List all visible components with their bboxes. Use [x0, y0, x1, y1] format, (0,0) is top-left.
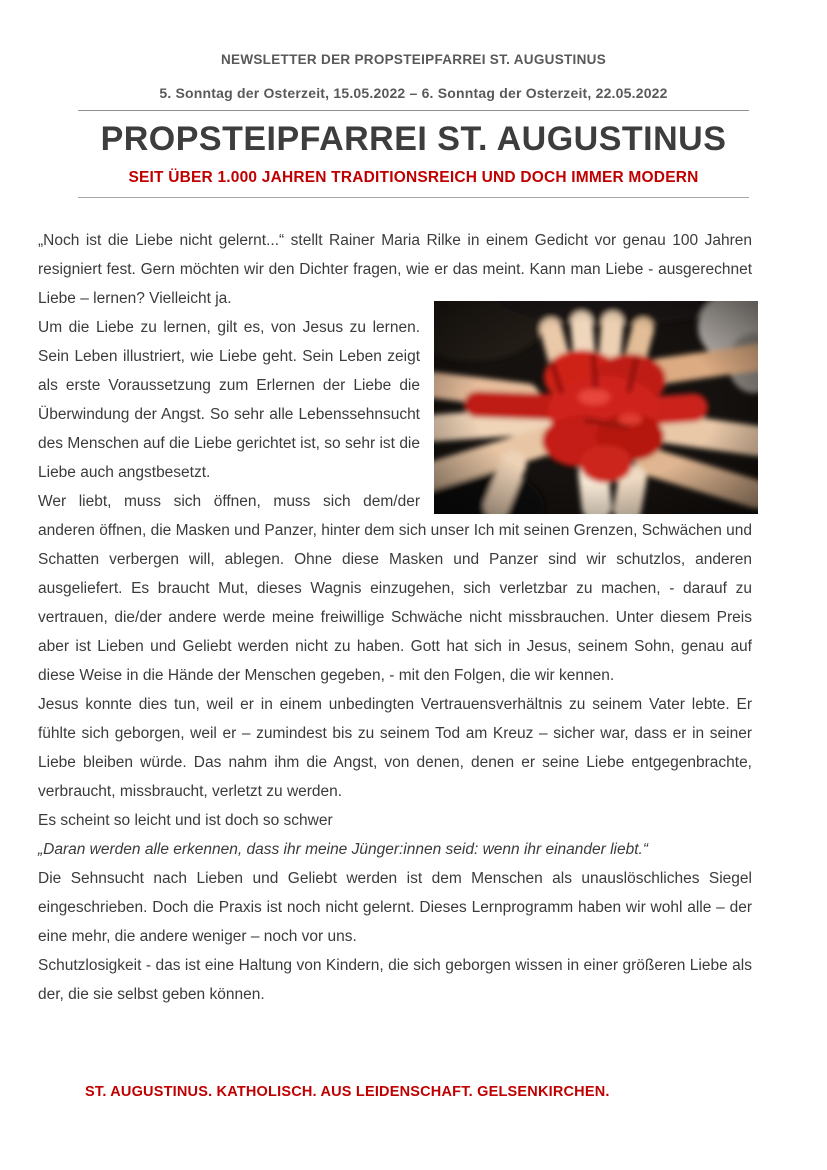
- footer-slogan: ST. AUGUSTINUS. KATHOLISCH. AUS LEIDENSCHAFT. GELSENKIRCHEN.: [85, 1084, 610, 1100]
- paragraph-masken-panzer: Wer liebt, muss sich öffnen, muss sich dem/der anderen öffnen, die Masken und Panzer, hinter dem sich unser Ich mit seinen Grenzen, Schwächen und Schatten verbergen will, ablegen. Ohne diese Masken und Panzer sind wir schutzlos, anderen ausgeliefert. Es braucht Mut, dieses Wagnis einzugehen, sich verletzbar zu machen, - darauf zu vertrauen, die/der andere werde meine freiwillige Schwäche nicht missbrauchen. Unter diesem Preis aber ist Lieben und Geliebt werden nicht zu haben. Gott hat sich in Jesus, seinem Sohn, genau auf diese Weise in die Hände der Menschen gegeben, - mit den Folgen, die wir kennen.: [38, 493, 753, 684]
- masthead: [0, 120, 827, 187]
- page-footer: [85, 1084, 610, 1100]
- paragraph-sehnsucht: Die Sehnsucht nach Lieben und Geliebt werden ist dem Menschen als unauslöschliches Siegel eingeschrieben. Doch die Praxis ist noch nicht gelernt. Dieses Lernprogramm haben wir wohl alle – der eine mehr, die andere weniger – noch vor uns.: [38, 870, 752, 945]
- newsletter-kicker: NEWSLETTER DER PROPSTEIPFARREI ST. AUGUSTINUS: [220, 52, 607, 67]
- paragraph-leicht-schwer: Es scheint so leicht und ist doch so schwer: [38, 812, 333, 829]
- paragraph-rilke: „Noch ist die Liebe nicht gelernt...“ stellt Rainer Maria Rilke in einem Gedicht vor genau 100 Jahren resigniert fest. Gern möchten wir den Dichter fragen, wie er das meint. Kann man Liebe - ausgerechnet Liebe – lernen? Vielleicht ja.: [38, 232, 752, 307]
- page-header: [0, 0, 827, 101]
- hands-heart-photo: [434, 301, 758, 514]
- divider-bottom: [78, 197, 749, 198]
- paragraph-schutzlosigkeit: Schutzlosigkeit - das ist eine Haltung von Kindern, die sich geborgen wissen in einer größeren Liebe als der, die sie selbst geben können.: [38, 957, 752, 1003]
- parish-title: PROPSTEIPFARREI ST. AUGUSTINUS: [100, 120, 727, 158]
- parish-motto: SEIT ÜBER 1.000 JAHREN TRADITIONSREICH UND DOCH IMMER MODERN: [128, 169, 699, 186]
- newsletter-date-range: 5. Sonntag der Osterzeit, 15.05.2022 – 6. Sonntag der Osterzeit, 22.05.2022: [159, 85, 668, 101]
- paragraph-bibelzitat: „Daran werden alle erkennen, dass ihr meine Jünger:innen seid: wenn ihr einander liebt.“: [38, 841, 649, 858]
- paragraph-vertrauen: Jesus konnte dies tun, weil er in einem unbedingten Vertrauensverhältnis zu seinem Vater lebte. Er fühlte sich geborgen, weil er – zumindest bis zu seinem Tod am Kreuz – sicher war, dass er in seiner Liebe bleiben würde. Das nahm ihm die Angst, von denen, denen er seine Liebe entgegenbrachte, verbraucht, missbraucht, verletzt zu werden.: [38, 696, 752, 800]
- article-body: [38, 226, 752, 1009]
- divider-top: [78, 110, 749, 111]
- paragraph-liebe-lernen: Um die Liebe zu lernen, gilt es, von Jesus zu lernen. Sein Leben illustriert, wie Liebe geht. Sein Leben zeigt als erste Voraussetzung zum Erlernen der Liebe die Überwindung der Angst. So sehr alle Lebenssehnsucht des Menschen auf die Liebe gerichtet ist, so sehr ist die Liebe auch angstbesetzt.: [38, 319, 420, 481]
